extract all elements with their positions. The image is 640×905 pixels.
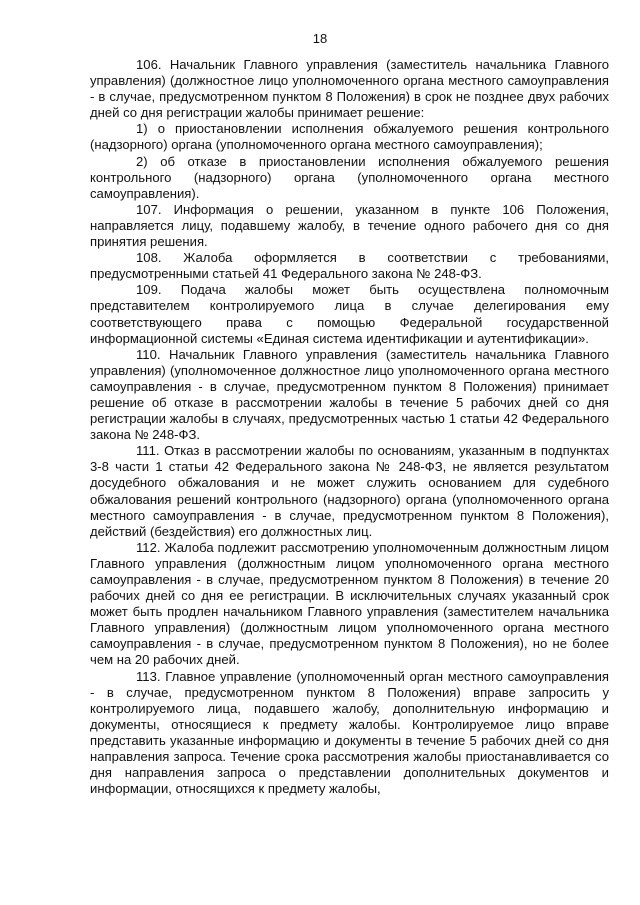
paragraph-106: 106. Начальник Главного управления (заместитель начальника Главного управления) (должностное лицо уполномоченного органа местного самоуправления - в случае, предусмотренном пунктом 8 Положения) в срок не позднее двух рабочих дней со дня регистрации жалобы принимает решение: <box>90 57 609 121</box>
document-body <box>90 57 609 797</box>
page-number: 18 <box>312 31 328 46</box>
paragraph-109: 109. Подача жалобы может быть осуществлена полномочным представителем контролируемого лица в случае делегирования ему соответствующего права с помощью Федеральной государственной информационной системы «Единая система идентификации и аутентификации». <box>90 282 609 346</box>
paragraph-112: 112. Жалоба подлежит рассмотрению уполномоченным должностным лицом Главного управления (должностным лицом уполномоченного органа местного самоуправления - в случае, предусмотренном пунктом 8 Положения) в течение 20 рабочих дней со дня ее регистрации. В исключительных случаях указанный срок может быть продлен начальником Главного управления (заместителем начальника Главного управления) (должностным лицом уполномоченного органа местного самоуправления - в случае, предусмотренном пунктом 8 Положения), но не более чем на 20 рабочих дней. <box>90 539 609 668</box>
paragraph-113: 113. Главное управление (уполномоченный орган местного самоуправления - в случае, предусмотренном пунктом 8 Положения) вправе запросить у контролируемого лица, подавшего жалобу, дополнительную информацию и документы, относящиеся к предмету жалобы. Контролируемое лицо вправе представить указанные информацию и документы в течение 5 рабочих дней со дня направления запроса. Течение срока рассмотрения жалобы приостанавливается со дня направления запроса о представлении дополнительных документов и информации, относящихся к предмету жалобы, <box>90 668 609 797</box>
paragraph-111: 111. Отказ в рассмотрении жалобы по основаниям, указанным в подпунктах 3-8 части 1 статьи 42 Федерального закона № 248-ФЗ, не является результатом досудебного обжалования и не может служить основанием для судебного обжалования решений контрольного (надзорного) органа (уполномоченного органа местного самоуправления - в случае, предусмотренном пунктом 8 Положения), действий (бездействия) его должностных лиц. <box>90 443 609 539</box>
paragraph-108: 108. Жалоба оформляется в соответствии с требованиями, предусмотренными статьей 41 Федерального закона № 248-ФЗ. <box>90 250 609 282</box>
paragraph-106-item-1: 1) о приостановлении исполнения обжалуемого решения контрольного (надзорного) органа (уполномоченного органа местного самоуправления); <box>90 121 609 153</box>
paragraph-106-item-2: 2) об отказе в приостановлении исполнения обжалуемого решения контрольного (надзорного) органа (уполномоченного органа местного самоуправления). <box>90 153 609 201</box>
paragraph-110: 110. Начальник Главного управления (заместитель начальника Главного управления) (уполномоченное должностное лицо уполномоченного органа местного самоуправления - в случае, предусмотренном пунктом 8 Положения) принимает решение об отказе в рассмотрении жалобы в течение 5 рабочих дней со дня регистрации жалобы в случаях, предусмотренных частью 1 статьи 42 Федерального закона № 248-ФЗ. <box>90 346 609 443</box>
paragraph-107: 107. Информация о решении, указанном в пункте 106 Положения, направляется лицу, подавшему жалобу, в течение одного рабочего дня со дня принятия решения. <box>90 201 609 250</box>
